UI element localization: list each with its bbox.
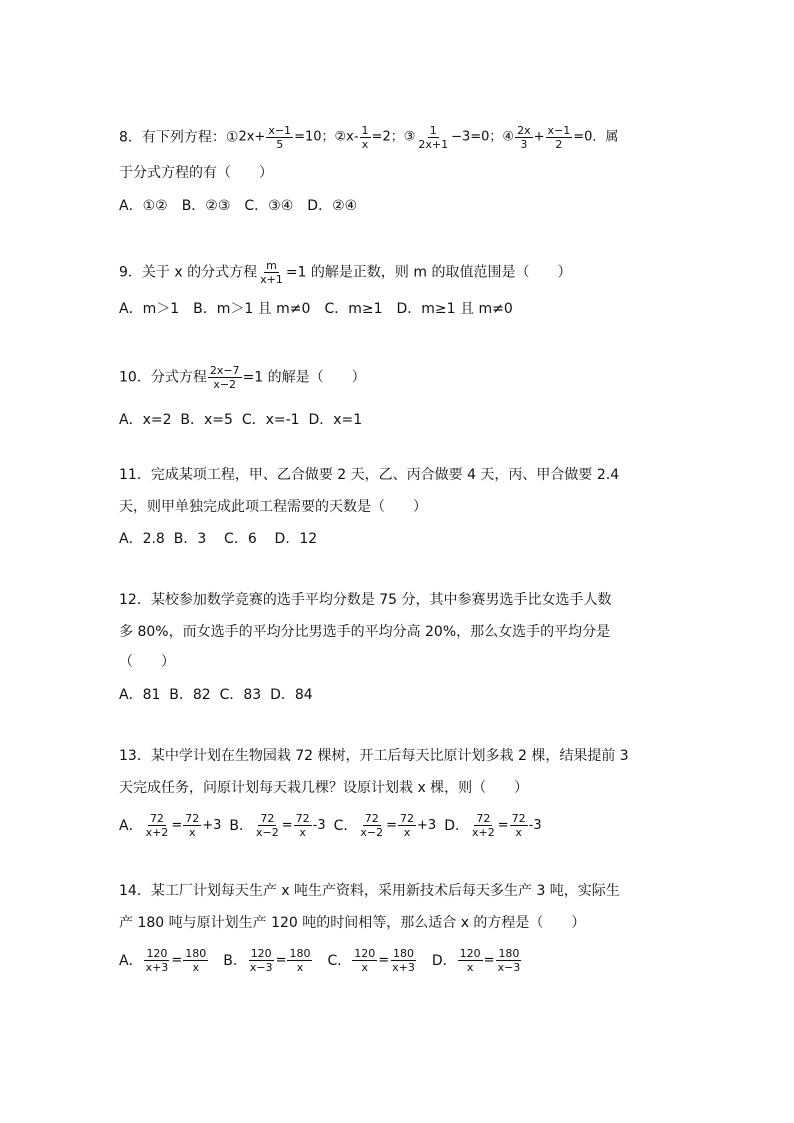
option-b: B． $\frac{72}{x-2}$ = $\frac{72}{x}$ -3 bbox=[229, 812, 326, 839]
q13-line1: 13．某中学计划在生物园栽 72 棵树，开工后每天比原计划多栽 2 棵，结果提前 3 bbox=[119, 748, 629, 764]
q11-options: A．2.8 B．3 C．6 D．12 bbox=[119, 531, 318, 547]
q14-options bbox=[119, 947, 523, 974]
q9-stem: 9．关于 x 的分式方程 $\frac{m}{x+1}$ =1 的解是正数，则 m 的取值范围是（ ） bbox=[119, 259, 572, 286]
fraction: $\frac{2x}{3}$ bbox=[517, 124, 531, 151]
q8-line1: 8．有下列方程：①2x+ $\frac{x-1}{5}$ =10；②x- $\frac{1}{x}$ =2；③ $\frac{1}{2x+1}$ −3=0；④ $\frac{2x}{3}$ + $\frac{x-1}{2}$ =0．属 bbox=[119, 124, 619, 151]
fraction: $\frac{1}{x}$ bbox=[361, 124, 369, 151]
q8-line2: 于分式方程的有（ ） bbox=[119, 165, 273, 181]
fraction: $\frac{120}{x}$ bbox=[354, 947, 376, 974]
fraction: $\frac{180}{x}$ bbox=[185, 947, 207, 974]
fraction: $\frac{2x-7}{x-2}$ bbox=[209, 364, 240, 391]
option-b: B．m＞1 且 m≠0 bbox=[193, 301, 311, 317]
q14-line1: 14．某工厂计划每天生产 x 吨生产资料，采用新技术后每天多生产 3 吨，实际生 bbox=[119, 883, 620, 899]
fraction: $\frac{120}{x-3}$ bbox=[249, 947, 273, 974]
option-c: C．m≥1 bbox=[324, 301, 383, 317]
q8-options bbox=[119, 196, 357, 216]
fraction: $\frac{72}{x}$ bbox=[511, 812, 526, 839]
option-d: D．m≥1 且 m≠0 bbox=[396, 301, 513, 317]
option-c: C．③④ bbox=[244, 198, 294, 214]
fraction: $\frac{72}{x+2}$ bbox=[471, 812, 495, 839]
option-a: A． $\frac{72}{x+2}$ = $\frac{72}{x}$ +3 bbox=[119, 812, 222, 839]
fraction: $\frac{120}{x+3}$ bbox=[145, 947, 169, 974]
fraction: $\frac{x-1}{5}$ bbox=[268, 124, 292, 151]
option-c: C． $\frac{120}{x}$ = $\frac{180}{x+3}$ bbox=[327, 947, 415, 974]
q12-options: A．81 B．82 C．83 D．84 bbox=[119, 687, 313, 703]
fraction: $\frac{72}{x}$ bbox=[295, 812, 310, 839]
q13-options bbox=[119, 812, 542, 839]
option-d: D．②④ bbox=[307, 198, 358, 214]
option-d: D． $\frac{72}{x+2}$ = $\frac{72}{x}$ -3 bbox=[444, 812, 542, 839]
option-a: A． $\frac{120}{x+3}$ = $\frac{180}{x}$ bbox=[119, 947, 207, 974]
q12-line1: 12．某校参加数学竞赛的选手平均分数是 75 分，其中参赛男选手比女选手人数 bbox=[119, 592, 612, 608]
fraction: $\frac{72}{x}$ bbox=[400, 812, 415, 839]
fraction: $\frac{180}{x-3}$ bbox=[497, 947, 521, 974]
option-a: A．m＞1 bbox=[119, 301, 180, 317]
fraction: $\frac{1}{2x+1}$ bbox=[418, 124, 449, 151]
option-c: C． $\frac{72}{x-2}$ = $\frac{72}{x}$ +3 bbox=[333, 812, 437, 839]
q11-line1: 11．完成某项工程，甲、乙合做要 2 天，乙、丙合做要 4 天，丙、甲合做要 2.4 bbox=[119, 467, 620, 483]
q13-line2: 天完成任务，问原计划每天栽几棵？设原计划栽 x 棵，则（ ） bbox=[119, 780, 529, 796]
q10-stem: 10．分式方程 $\frac{2x-7}{x-2}$ =1 的解是（ ） bbox=[119, 364, 366, 391]
option-a: A．①② bbox=[119, 198, 168, 214]
fraction: $\frac{180}{x}$ bbox=[289, 947, 311, 974]
q11-line2: 天，则甲单独完成此项工程需要的天数是（ ） bbox=[119, 499, 427, 515]
q10-options: A．x=2 B．x=5 C．x=-1 D．x=1 bbox=[119, 412, 363, 428]
fraction: $\frac{120}{x}$ bbox=[459, 947, 481, 974]
fraction: $\frac{72}{x-2}$ bbox=[360, 812, 384, 839]
fraction: $\frac{72}{x}$ bbox=[185, 812, 200, 839]
fraction: $\frac{m}{x+1}$ bbox=[260, 259, 283, 286]
fraction: $\frac{72}{x-2}$ bbox=[256, 812, 279, 839]
q12-line3: （ ） bbox=[119, 654, 175, 670]
q9-options bbox=[119, 299, 513, 319]
fraction: $\frac{x-1}{2}$ bbox=[547, 124, 571, 151]
fraction: $\frac{72}{x+2}$ bbox=[145, 812, 169, 839]
option-b: B．②③ bbox=[181, 198, 231, 214]
fraction: $\frac{180}{x+3}$ bbox=[392, 947, 415, 974]
option-d: D． $\frac{120}{x}$ = $\frac{180}{x-3}$ bbox=[431, 947, 521, 974]
option-b: B． $\frac{120}{x-3}$ = $\frac{180}{x}$ bbox=[223, 947, 311, 974]
q12-line2: 多 80%，而女选手的平均分比男选手的平均分高 20%，那么女选手的平均分是 bbox=[119, 624, 611, 640]
q14-line2: 产 180 吨与原计划生产 120 吨的时间相等，那么适合 x 的方程是（ ） bbox=[119, 915, 586, 931]
